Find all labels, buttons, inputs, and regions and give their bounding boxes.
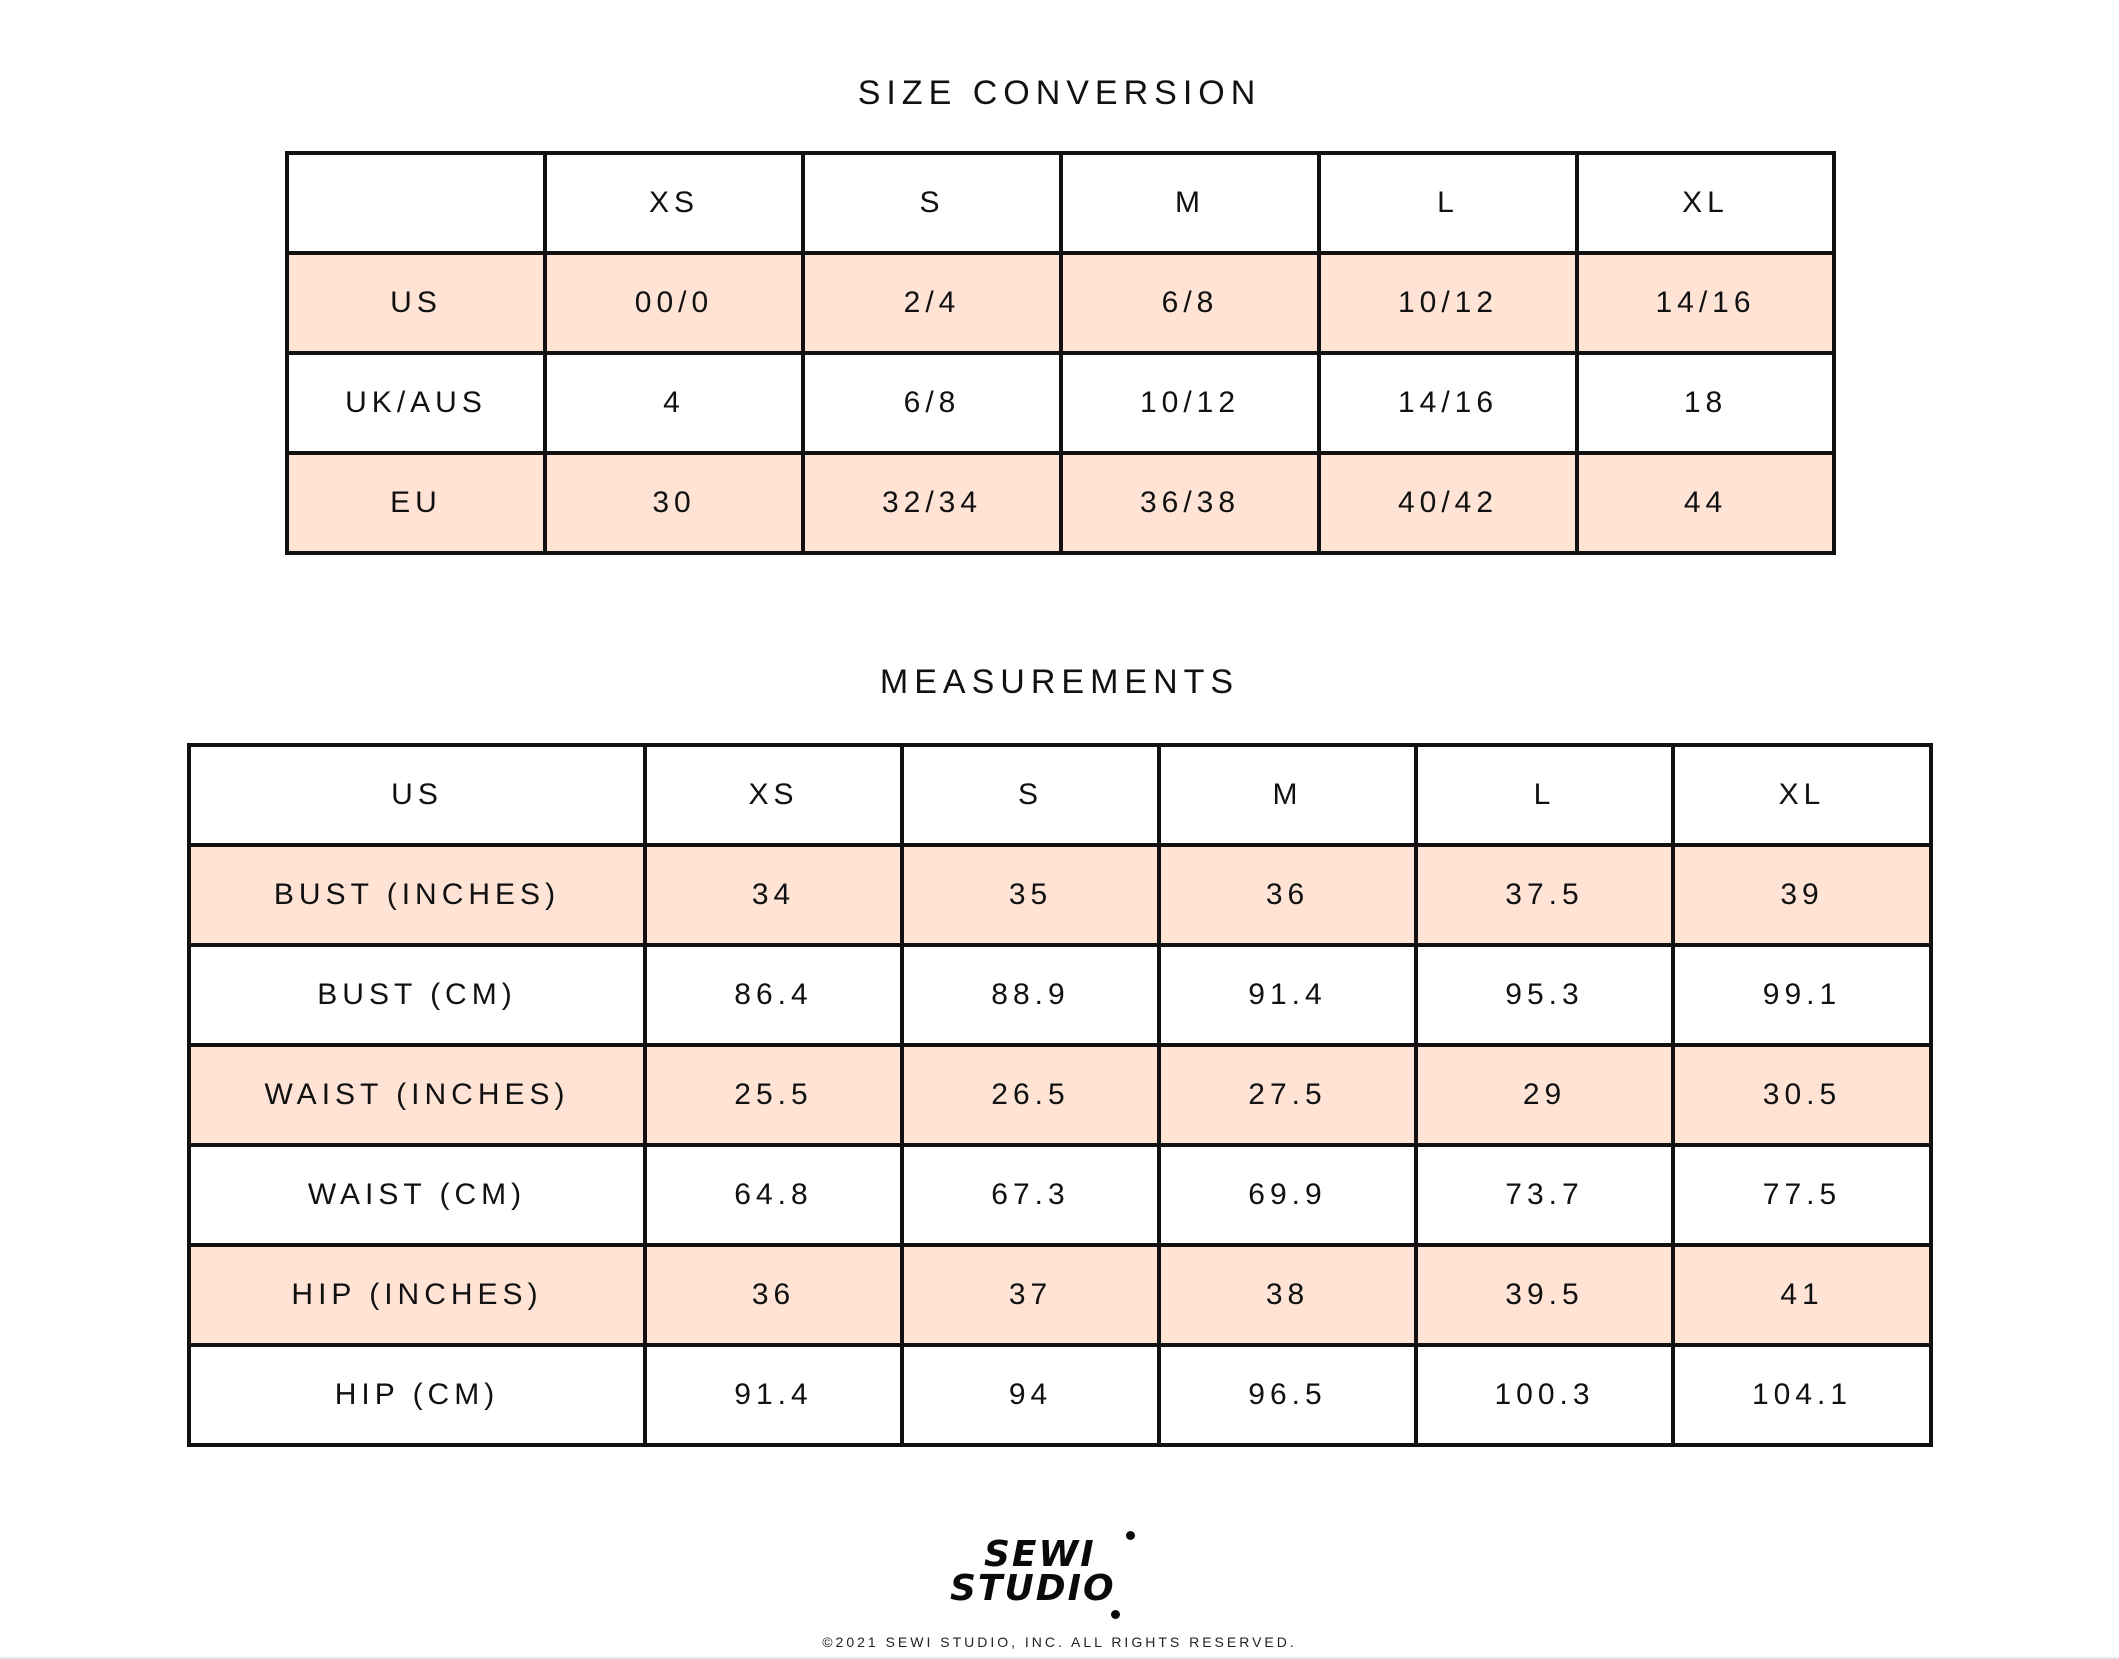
- row-label: US: [287, 253, 545, 353]
- header-cell-s: S: [803, 153, 1061, 253]
- copyright-footer: ©2021 SEWI STUDIO, INC. ALL RIGHTS RESERVED.: [822, 1634, 1297, 1650]
- table-cell: 67.3: [902, 1145, 1159, 1245]
- table-cell: 91.4: [1159, 945, 1416, 1045]
- row-label: HIP (CM): [189, 1345, 645, 1445]
- table-row: [287, 453, 1834, 553]
- header-cell-xl: XL: [1577, 153, 1834, 253]
- table-header-row: [189, 745, 1931, 845]
- header-cell-xl: XL: [1673, 745, 1931, 845]
- table-cell: 27.5: [1159, 1045, 1416, 1145]
- table-cell: 37: [902, 1245, 1159, 1345]
- row-label: UK/AUS: [287, 353, 545, 453]
- table-cell: 36: [1159, 845, 1416, 945]
- header-cell-m: M: [1159, 745, 1416, 845]
- header-cell-empty: [287, 153, 545, 253]
- header-cell-s: S: [902, 745, 1159, 845]
- size-conversion-title: SIZE CONVERSION: [857, 74, 1262, 112]
- table-cell: 100.3: [1416, 1345, 1673, 1445]
- table-row: [287, 253, 1834, 353]
- table-cell: 32/34: [803, 453, 1061, 553]
- header-cell-us: US: [189, 745, 645, 845]
- logo-dot-icon: [1111, 1610, 1120, 1619]
- measurements-table: [187, 743, 1933, 1447]
- table-cell: 39: [1673, 845, 1931, 945]
- table-cell: 94: [902, 1345, 1159, 1445]
- logo-text-bottom: STUDIO: [950, 1568, 1116, 1609]
- table-cell: 77.5: [1673, 1145, 1931, 1245]
- table-cell: 36: [645, 1245, 902, 1345]
- measurements-title: MEASUREMENTS: [879, 663, 1240, 701]
- row-label: BUST (INCHES): [189, 845, 645, 945]
- header-cell-l: L: [1416, 745, 1673, 845]
- table-cell: 00/0: [545, 253, 803, 353]
- table-cell: 25.5: [645, 1045, 902, 1145]
- table-cell: 6/8: [803, 353, 1061, 453]
- table-cell: 30: [545, 453, 803, 553]
- table-header-row: [287, 153, 1834, 253]
- table-cell: 36/38: [1061, 453, 1319, 553]
- table-cell: 96.5: [1159, 1345, 1416, 1445]
- header-cell-xs: XS: [645, 745, 902, 845]
- table-cell: 88.9: [902, 945, 1159, 1045]
- table-cell: 40/42: [1319, 453, 1577, 553]
- table-cell: 10/12: [1061, 353, 1319, 453]
- table-row: [189, 1245, 1931, 1345]
- table-cell: 37.5: [1416, 845, 1673, 945]
- row-label: WAIST (INCHES): [189, 1045, 645, 1145]
- logo-dot-icon: [1126, 1531, 1135, 1540]
- row-label: EU: [287, 453, 545, 553]
- table-row: [189, 1345, 1931, 1445]
- table-cell: 10/12: [1319, 253, 1577, 353]
- row-label: HIP (INCHES): [189, 1245, 645, 1345]
- table-cell: 64.8: [645, 1145, 902, 1245]
- row-label: BUST (CM): [189, 945, 645, 1045]
- table-cell: 4: [545, 353, 803, 453]
- table-cell: 95.3: [1416, 945, 1673, 1045]
- table-cell: 99.1: [1673, 945, 1931, 1045]
- table-cell: 26.5: [902, 1045, 1159, 1145]
- table-cell: 91.4: [645, 1345, 902, 1445]
- table-cell: 35: [902, 845, 1159, 945]
- table-cell: 86.4: [645, 945, 902, 1045]
- table-cell: 41: [1673, 1245, 1931, 1345]
- table-cell: 6/8: [1061, 253, 1319, 353]
- table-cell: 34: [645, 845, 902, 945]
- table-row: [189, 1045, 1931, 1145]
- header-cell-m: M: [1061, 153, 1319, 253]
- sewi-studio-logo: [950, 1534, 1170, 1617]
- table-cell: 73.7: [1416, 1145, 1673, 1245]
- table-cell: 38: [1159, 1245, 1416, 1345]
- table-cell: 39.5: [1416, 1245, 1673, 1345]
- logo-text-top: SEWI: [984, 1534, 1096, 1575]
- header-cell-xs: XS: [545, 153, 803, 253]
- table-row: [189, 945, 1931, 1045]
- table-row: [189, 845, 1931, 945]
- table-cell: 44: [1577, 453, 1834, 553]
- table-cell: 69.9: [1159, 1145, 1416, 1245]
- table-row: [189, 1145, 1931, 1245]
- row-label: WAIST (CM): [189, 1145, 645, 1245]
- table-row: [287, 353, 1834, 453]
- table-cell: 2/4: [803, 253, 1061, 353]
- header-cell-l: L: [1319, 153, 1577, 253]
- table-cell: 30.5: [1673, 1045, 1931, 1145]
- table-cell: 29: [1416, 1045, 1673, 1145]
- size-conversion-table: [285, 151, 1836, 555]
- table-cell: 104.1: [1673, 1345, 1931, 1445]
- table-cell: 14/16: [1577, 253, 1834, 353]
- table-cell: 18: [1577, 353, 1834, 453]
- table-cell: 14/16: [1319, 353, 1577, 453]
